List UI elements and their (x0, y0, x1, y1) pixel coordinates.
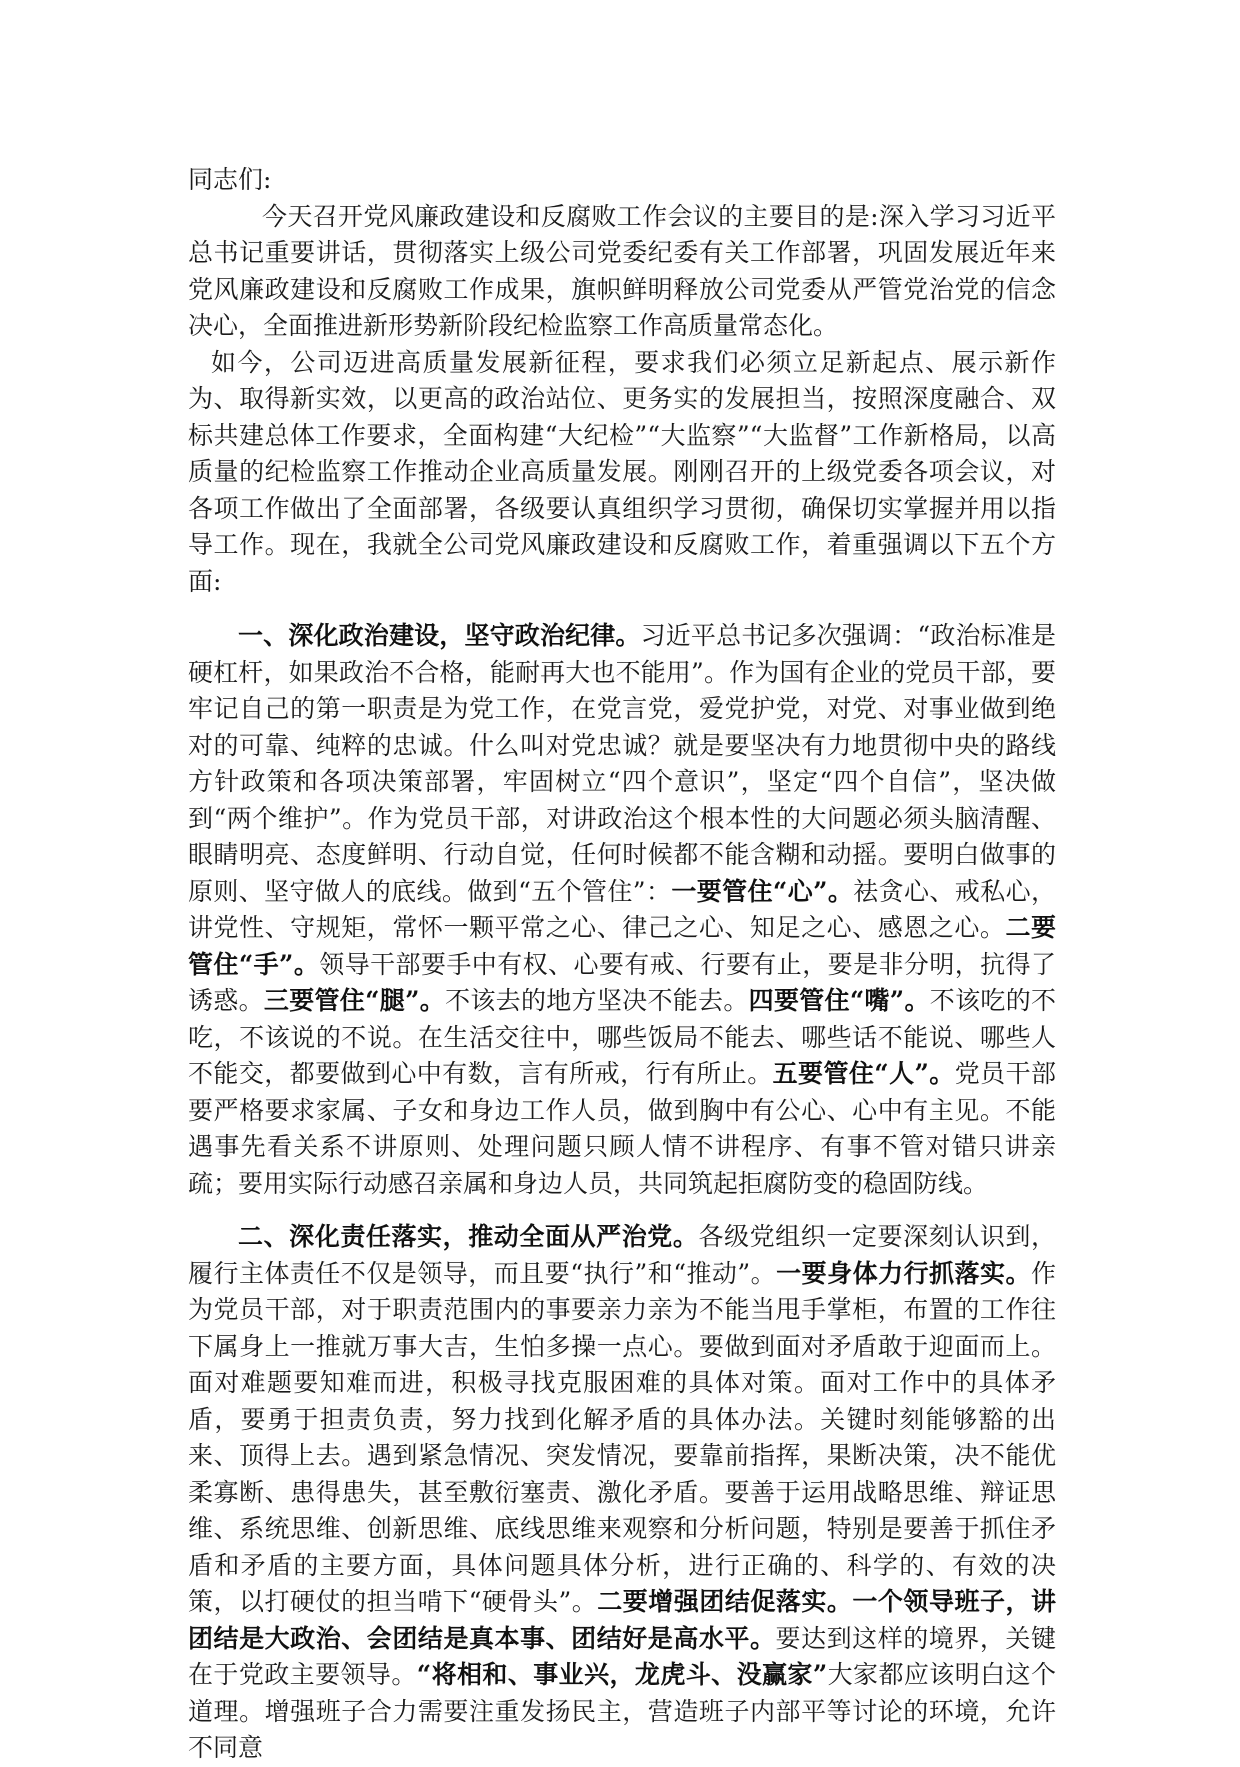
section-2-text: 各级党组织一定要深刻认识到，履行主体责任不仅是领导，而且要“执行”和“推动”。 (188, 1222, 1056, 1288)
salutation: 同志们: (188, 165, 272, 194)
section-1-paragraph (188, 618, 1056, 1202)
document-page (188, 162, 1056, 1767)
intro-paragraph-2: 如今，公司迈进高质量发展新征程，要求我们必须立足新起点、展示新作为、取得新实效，以更高的政治站位、更务实的发展担当，按照深度融合、双标共建总体工作要求，全面构建“大纪检”“大监察”“大监督”工作新格局，以高质量的纪检监察工作推动企业高质量发展。刚刚召开的上级党委各项会议，对各项工作做出了全面部署，各级要认真组织学习贯彻，确保切实掌握并用以指导工作。现在，我就全公司党风廉政建设和反腐败工作，着重强调以下五个方面: (188, 347, 1056, 596)
section-1-point-3: 三要管住“腿”。 (263, 986, 446, 1015)
section-2-paragraph (188, 1219, 1056, 1767)
section-1-point-4-text: 不该吃的不吃，不该说的不说。在生活交往中，哪些饭局不能去、哪些话不能说、哪些人不能交，都要做到心中有数，言有所戒，行有所止。 (188, 986, 1056, 1088)
section-1-point-1: 一要管住“心”。 (671, 876, 854, 906)
section-1-point-5-text: 党员干部要严格要求家属、子女和身边工作人员，做到胸中有公心、心中有主见。不能遇事先看关系不讲原则、处理问题只顾人情不讲程序、有事不管对错只讲亲疏；要用实际行动感召亲属和身边人员，共同筑起拒腐防变的稳固防线。 (188, 1059, 1056, 1198)
section-1-point-2: 二要管住“手”。 (188, 913, 1056, 979)
section-1-point-4: 四要管住“嘴”。 (748, 986, 930, 1015)
intro-paragraph-1: 今天召开党风廉政建设和反腐败工作会议的主要目的是:深入学习习近平总书记重要讲话，贯彻落实上级公司党委纪委有关工作部署，巩固发展近年来党风廉政建设和反腐败工作成果，旗帜鲜明释放公司党委从严管党治党的信念决心，全面推进新形势新阶段纪检监察工作高质量常态化。 (188, 201, 1056, 340)
section-2-point-1: 一要身体力行抓落实。 (776, 1258, 1031, 1288)
section-2-quote-text: 大家都应该明白这个道理。增强班子合力需要注重发扬民主，营造班子内部平等讨论的环境，允许不同意 (188, 1660, 1056, 1762)
section-1-text: 习近平总书记多次强调：“政治标准是硬杠杆，如果政治不合格，能耐再大也不能用”。作为国有企业的党员干部，要牢记自己的第一职责是为党工作，在党言党，爱党护党，对党、对事业做到绝对的可靠、纯粹的忠诚。什么叫对党忠诚？就是要坚决有力地贯彻中央的路线方针政策和各项决策部署，牢固树立“四个意识”，坚定“四个自信”，坚决做到“两个维护”。作为党员干部，对讲政治这个根本性的大问题必须头脑清醒、眼睛明亮、态度鲜明、行动自觉，任何时候都不能含糊和动摇。要明白做事的原则、坚守做人的底线。做到“五个管住”： (188, 621, 1056, 906)
section-1-point-2-text: 领导干部要手中有权、心要有戒、行要有止，要是非分明，抗得了诱惑。 (188, 949, 1056, 1015)
section-1-point-1-text: 祛贪心、戒私心，讲党性、守规矩，常怀一颗平常之心、律己之心、知足之心、感恩之心。 (188, 876, 1056, 942)
section-2-point-1-text: 作为党员干部，对于职责范围内的事要亲力亲为不能当甩手掌柜，布置的工作往下属身上一推就万事大吉，生怕多操一点心。要做到面对矛盾敢于迎面而上。面对难题要知难而进，积极寻找克服困难的具体对策。面对工作中的具体矛盾，要勇于担责负责，努力找到化解矛盾的具体办法。关键时刻能够豁的出来、顶得上去。遇到紧急情况、突发情况，要靠前指挥，果断决策，决不能优柔寡断、患得患失，甚至敷衍塞责、激化矛盾。要善于运用战略思维、辩证思维、系统思维、创新思维、底线思维来观察和分析问题，特别是要善于抓住矛盾和矛盾的主要方面，具体问题具体分析，进行正确的、科学的、有效的决策，以打硬仗的担当啃下“硬骨头”。 (188, 1258, 1056, 1616)
section-2-point-2: 二要增强团结促落实。一个领导班子，讲团结是大政治、会团结是真本事、团结好是高水平。 (188, 1587, 1056, 1653)
section-2-point-2-text: 要达到这样的境界，关键在于党政主要领导。 (188, 1623, 1056, 1689)
section-1-point-5: 五要管住“人”。 (772, 1059, 955, 1088)
section-2-heading: 二、深化责任落实，推动全面从严治党。 (238, 1222, 699, 1251)
section-1-heading: 一、深化政治建设，坚守政治纪律。 (238, 621, 641, 650)
section-2-quote: “将相和、事业兴，龙虎斗、没赢家” (416, 1660, 828, 1689)
section-1-point-3-text: 不该去的地方坚决不能去。 (445, 986, 749, 1015)
